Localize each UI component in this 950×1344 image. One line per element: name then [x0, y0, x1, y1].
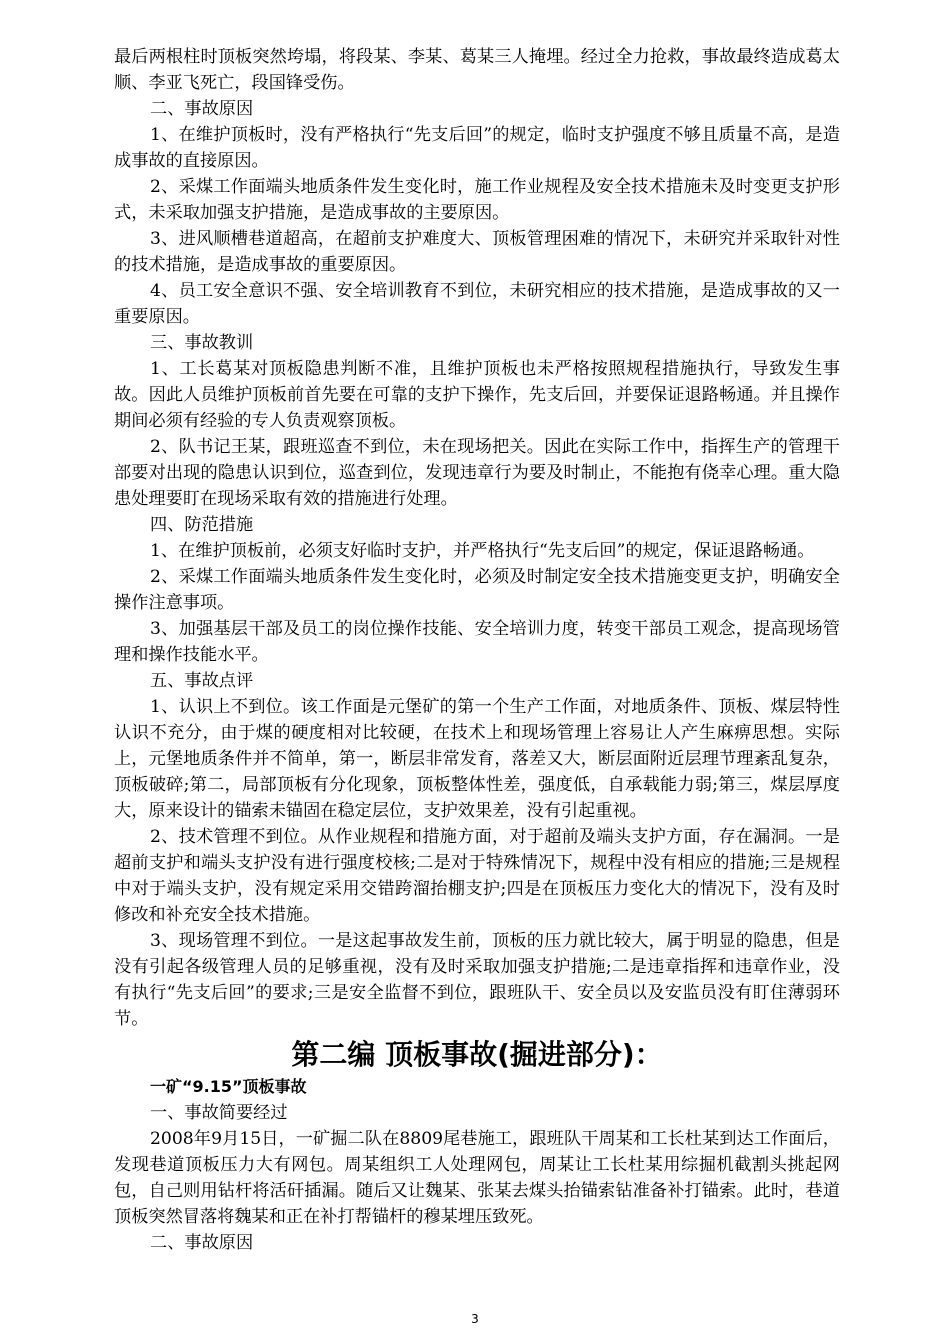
cause-item-2: 2、采煤工作面端头地质条件发生变化时，施工作业规程及安全技术措施未及时变更支护形式，未采取加强支护措施，是造成事故的主要原因。: [114, 177, 840, 223]
case-title: 一矿“9.15”顶板事故: [150, 1077, 307, 1096]
cause-item-1: 1、在维护顶板时，没有严格执行“先支后回”的规定，临时支护强度不够且质量不高，是造成事故的直接原因。: [114, 125, 840, 171]
cause-item-3: 3、进风顺槽巷道超高，在超前支护难度大、顶板管理困难的情况下，未研究并采取针对性的技术措施，是造成事故的重要原因。: [114, 229, 840, 275]
document-body: [114, 44, 840, 1256]
prevention-item-3: 3、加强基层干部及员工的岗位操作技能、安全培训力度，转变干部员工观念，提高现场管理和操作技能水平。: [114, 619, 840, 665]
prevention-item-1: 1、在维护顶板前，必须支好临时支护，并严格执行“先支后回”的规定，保证退路畅通。: [150, 541, 815, 561]
section-heading-review: 五、事故点评: [150, 671, 254, 691]
lesson-item-2: 2、队书记王某，跟班巡查不到位，未在现场把关。因此在实际工作中，指挥生产的管理干部要对出现的隐患认识到位，巡查到位，发现违章行为要及时制止，不能抱有侥幸心理。重大隐患处理要盯在现场采取有效的措施进行处理。: [114, 437, 840, 509]
lesson-item-1: 1、工长葛某对顶板隐患判断不准，且维护顶板也未严格按照规程措施执行，导致发生事故。因此人员维护顶板前首先要在可靠的支护下操作，先支后回，并要保证退路畅通。并且操作期间必须有经验的专人负责观察顶板。: [114, 359, 840, 431]
review-item-3: 3、现场管理不到位。一是这起事故发生前，顶板的压力就比较大，属于明显的隐患，但是没有引起各级管理人员的足够重视，没有及时采取加强支护措施;二是违章指挥和违章作业，没有执行“先支后回”的要求;三是安全监督不到位，跟班队干、安全员以及安监员没有盯住薄弱环节。: [114, 931, 840, 1029]
section-heading-lessons: 三、事故教训: [150, 333, 254, 353]
review-item-2: 2、技术管理不到位。从作业规程和措施方面，对于超前及端头支护方面，存在漏洞。一是超前支护和端头支护没有进行强度校核;二是对于特殊情况下，规程中没有相应的措施;三是规程中对于端头支护，没有规定采用交错跨溜抬棚支护;四是在顶板压力变化大的情况下，没有及时修改和补充安全技术措施。: [114, 827, 840, 925]
review-item-1: 1、认识上不到位。该工作面是元堡矿的第一个生产工作面，对地质条件、顶板、煤层特性认识不充分，由于煤的硬度相对比较硬，在技术上和现场管理上容易让人产生麻痹思想。实际上，元堡地质条件并不简单，第一，断层非常发育，落差又大，断层面附近层理节理紊乱复杂，顶板破碎;第二，局部顶板有分化现象，顶板整体性差，强度低，自承载能力弱;第三，煤层厚度大，原来设计的锚索未锚固在稳定层位，支护效果差，没有引起重视。: [114, 697, 840, 821]
continued-paragraph: 最后两根柱时顶板突然垮塌，将段某、李某、葛某三人掩埋。经过全力抢救，事故最终造成葛太顺、李亚飞死亡，段国锋受伤。: [114, 47, 840, 93]
part-title: 第二编 顶板事故(掘进部分)：: [291, 1038, 663, 1071]
case-section-heading-causes: 二、事故原因: [150, 1233, 254, 1253]
section-heading-prevention: 四、防范措施: [150, 515, 254, 535]
cause-item-4: 4、员工安全意识不强、安全培训教育不到位，未研究相应的技术措施，是造成事故的又一重要原因。: [114, 281, 840, 327]
case-summary-paragraph: 2008年9月15日，一矿掘二队在8809尾巷施工，跟班队干周某和工长杜某到达工作面后，发现巷道顶板压力大有网包。周某组织工人处理网包，周某让工长杜某用综掘机截割头挑起网包，自己则用钻杆将活矸插漏。随后又让魏某、张某去煤头抬锚索钻准备补打锚索。此时，巷道顶板突然冒落将魏某和正在补打帮锚杆的穆某埋压致死。: [114, 1129, 840, 1227]
prevention-item-2: 2、采煤工作面端头地质条件发生变化时，必须及时制定安全技术措施变更支护，明确安全操作注意事项。: [114, 567, 840, 613]
section-heading-causes: 二、事故原因: [150, 99, 254, 119]
page-number: 3: [471, 1312, 479, 1326]
case-section-heading-summary: 一、事故简要经过: [150, 1103, 288, 1123]
